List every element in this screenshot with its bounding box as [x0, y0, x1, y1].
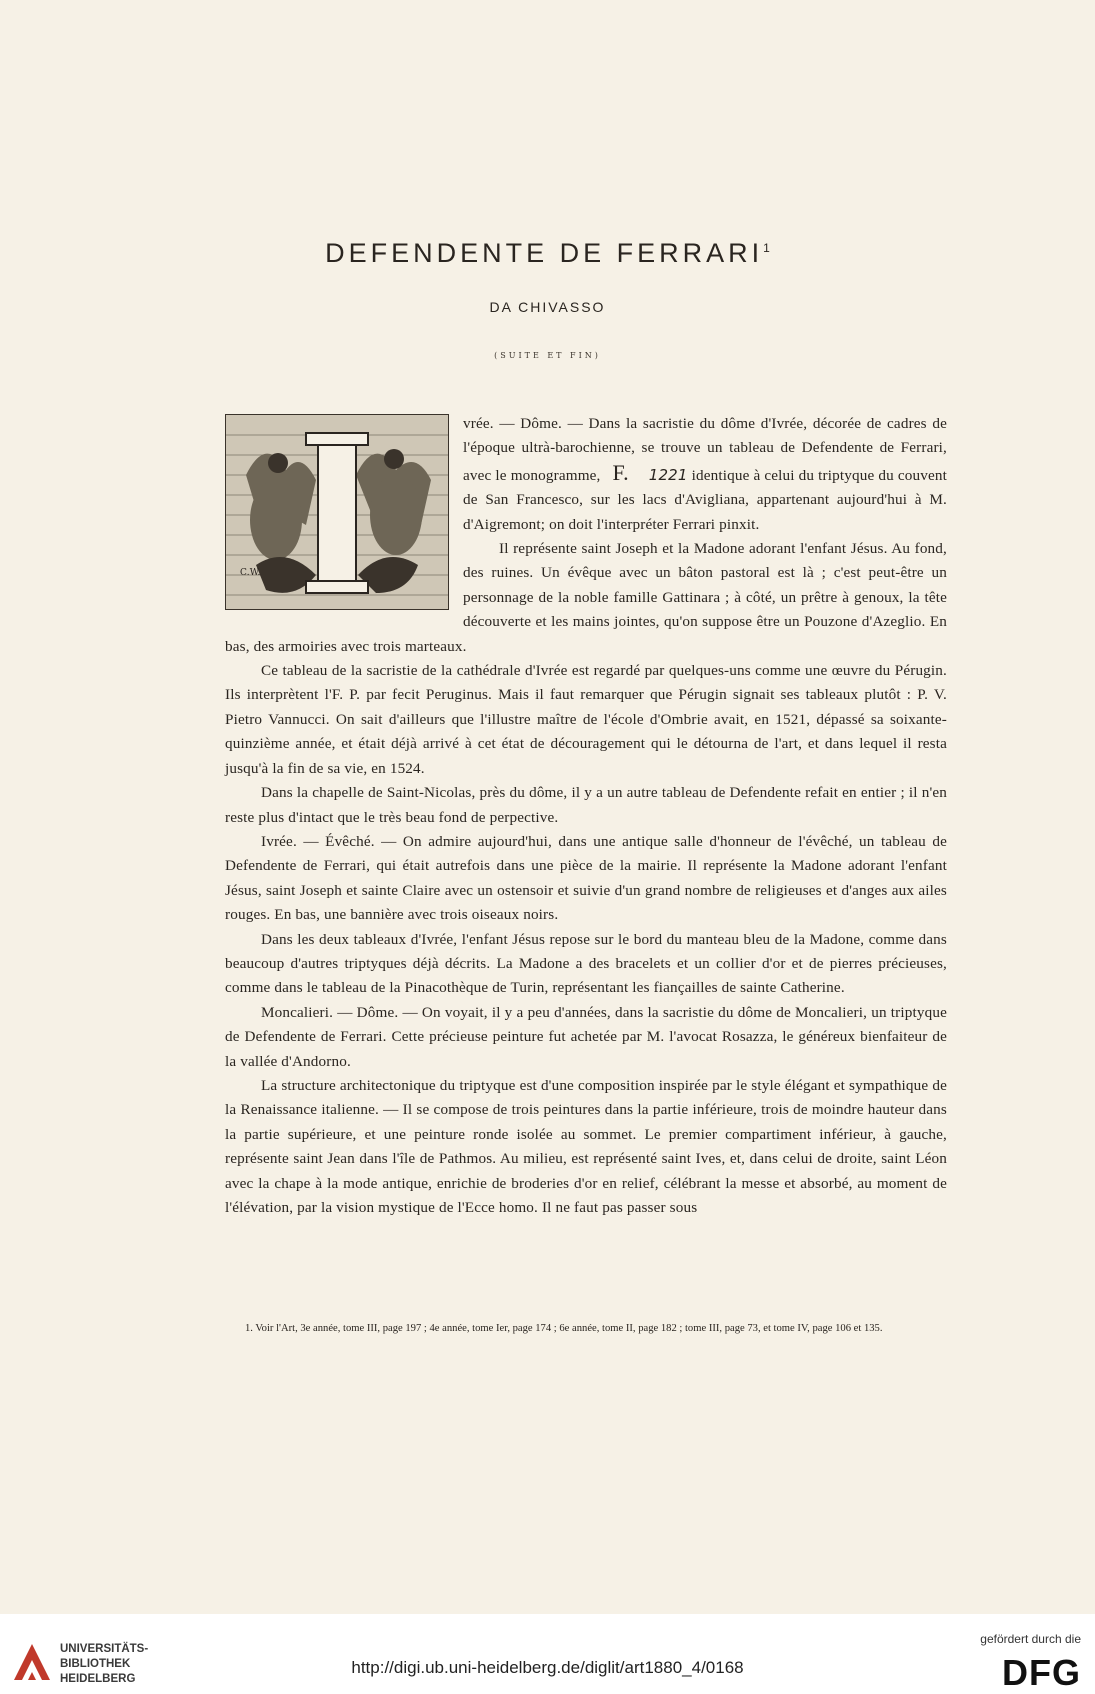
paragraph: La structure architectonique du triptyque est d'une composition inspirée par le style élégant et sympathique de la Renaissance italienne. — Il se compose de trois peintures dans la partie inférieure, trois de moindre hauteur dans la partie supérieure, et une peinture ronde isolée au sommet. Le premier compartiment inférieur, à gauche, représente saint Jean dans l'île de Pathmos. Au milieu, est représenté saint Ives, et, dans celui de droite, saint Léon avec la chape à la mode antique, enrichie de broderies d'or en relief, célébrant la messe et absorbé, au moment de l'élévation, par la vision mystique de l'Ecce homo. Il ne faut pas passer sous: [225, 1076, 947, 1216]
engraver-signature: C.W.: [240, 568, 261, 578]
footnote: 1. Voir l'Art, 3e année, tome III, page 197 ; 4e année, tome Ier, page 174 ; 6e année, tome II, page 182 ; tome III, page 73, et tome IV, page 106 et 135.: [245, 1323, 883, 1334]
library-name-line: UNIVERSITÄTS-: [60, 1643, 149, 1655]
continuation-note: (SUITE ET FIN): [494, 351, 601, 360]
decorated-initial: [225, 414, 449, 610]
article-title: [0, 238, 1095, 269]
paragraph: Ce tableau de la sacristie de la cathédrale d'Ivrée est regardé par quelques-uns comme une œuvre du Pérugin. Ils interprètent l'F. P. par fecit Peruginus. Mais il faut remarquer que Pérugin signait ses tableaux plutôt : P. V. Pietro Vannucci. On sait d'ailleurs que l'illustre maître de l'école d'Ombrie avait, en 1521, dépassé sa soixante-quinzième année, et était déjà arrivé à cet état de découragement qui le détourna de l'art, et dans lequel il resta jusqu'à la fin de sa vie, en 1524.: [225, 662, 947, 777]
library-name-line: HEIDELBERG: [60, 1673, 136, 1685]
paragraph: Ivrée. — Évêché. — On admire aujourd'hui, dans une antique salle d'honneur de l'évêché, un tableau de Defendente de Ferrari, qui était autrefois dans une pièce de la mairie. Il représente la Madone adorant l'enfant Jésus, saint Joseph et sainte Claire avec un ostensoir et suivie d'un grand nombre de religieuses et d'anges aux ailes rouges. En bas, une bannière avec trois oiseaux noirs.: [225, 832, 947, 924]
paragraph-rest: identique à celui du triptyque du couvent de San Francesco, sur les lacs d'Avigliana, appartenant aujourd'hui à M. d'Aigremont; on doit l'interpréter Ferrari pinxit.: [463, 466, 947, 533]
article-subtitle: DA CHIVASSO: [489, 299, 606, 315]
permalink-url[interactable]: http://digi.ub.uni-heidelberg.de/diglit/art1880_4/0168: [351, 1658, 744, 1677]
monogram-annotation: 1221: [648, 465, 688, 484]
paragraph-lead: vrée. — Dôme. — Dans la sacristie du dôme d'Ivrée, décorée de cadres de l'époque ultrà-barochienne, se trouve un tableau de Defendente de Ferrari, avec le monogramme,: [463, 415, 947, 484]
paragraph: Dans les deux tableaux d'Ivrée, l'enfant Jésus repose sur le bord du manteau bleu de la Madone, comme dans beaucoup d'autres triptyques déjà décrits. La Madone a des bracelets et un collier d'or et de pierres précieuses, comme dans le tableau de la Pinacothèque de Turin, représentant les fiançailles de sainte Catherine.: [225, 930, 947, 997]
library-name-line: BIBLIOTHEK: [60, 1658, 131, 1670]
paragraph: Moncalieri. — Dôme. — On voyait, il y a peu d'années, dans la sacristie du dôme de Moncalieri, un triptyque de Defendente de Ferrari. Cette précieuse peinture fut achetée par M. l'avocat Rosazza, le généreux bienfaiteur de la vallée d'Andorno.: [225, 1003, 947, 1070]
initial-engraving: [226, 415, 448, 609]
funder-label: gefördert durch die: [980, 1632, 1081, 1646]
article-body: [225, 412, 947, 1220]
paragraph: Dans la chapelle de Saint-Nicolas, près du dôme, il y a un autre tableau de Defendente refait en entier ; il n'en reste plus d'intact que le très beau fond de perpective.: [225, 784, 947, 826]
paragraph: Il représente saint Joseph et la Madone adorant l'enfant Jésus. Au fond, des ruines. Un évêque avec un bâton pastoral est là ; c'est peut-être un personnage de la noble famille Gattinara ; à côté, un prêtre à genoux, la tête découverte et les mains jointes, qu'on suppose être un Pouzone d'Azeglio. En bas, des armoiries avec trois marteaux.: [225, 540, 947, 655]
monogram: [613, 461, 688, 488]
monogram-letter: F.: [612, 459, 629, 485]
dfg-logo[interactable]: DFG: [1002, 1652, 1081, 1693]
title-footnote-ref: 1: [763, 241, 770, 255]
footer-bar: [0, 1614, 1095, 1694]
title-text: DEFENDENTE DE FERRARI: [325, 238, 764, 268]
